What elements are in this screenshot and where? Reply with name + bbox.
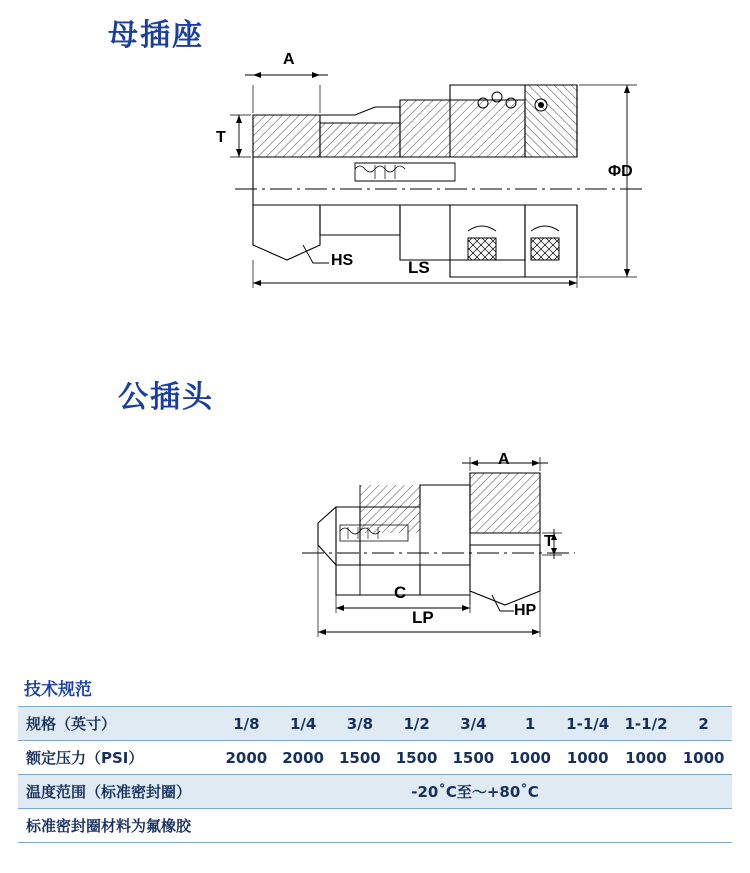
spec-size-0: 1/8 — [233, 714, 260, 733]
female-dim-t-label: T — [216, 129, 226, 146]
spec-temperature-label: 温度范围（标准密封圈） — [26, 783, 192, 801]
spec-size-label: 规格（英寸） — [26, 715, 117, 733]
male-dim-t-label: T — [544, 533, 554, 550]
table-row-note — [18, 809, 732, 843]
spec-pressure-label: 额定压力（PSI） — [26, 749, 144, 767]
section-title-male: 公插头 — [118, 380, 214, 415]
spec-size-5: 1 — [524, 714, 536, 733]
spec-note: 标准密封圈材料为氟橡胶 — [26, 817, 192, 835]
female-dim-a-label: A — [283, 51, 295, 68]
male-dim-c-label: C — [394, 583, 407, 602]
spec-pressure-1: 2000 — [282, 748, 324, 767]
spec-size-1: 1/4 — [289, 714, 317, 733]
table-row-temperature — [18, 775, 732, 809]
spec-size-2: 3/8 — [346, 714, 374, 733]
female-dim-phid-label: ΦD — [608, 163, 633, 180]
male-dim-lp-label: LP — [412, 608, 434, 627]
spec-pressure-2: 1500 — [339, 748, 381, 767]
table-row-size — [18, 707, 732, 741]
spec-pressure-8: 1000 — [682, 748, 725, 767]
male-plug-drawing — [300, 445, 590, 660]
section-title-female: 母插座 — [108, 18, 204, 53]
spec-size-8: 2 — [698, 714, 709, 733]
female-dim-ls-label: LS — [408, 258, 430, 277]
table-row-pressure — [18, 741, 732, 775]
spec-title: 技术规范 — [24, 680, 92, 700]
spec-size-7: 1-1/2 — [624, 714, 668, 733]
female-coupler-drawing — [216, 45, 665, 295]
spec-table — [18, 706, 732, 843]
male-dim-a-label: A — [498, 451, 510, 468]
spec-size-6: 1-1/4 — [566, 714, 610, 733]
male-dim-hp-label: HP — [514, 602, 537, 619]
spec-temperature-value: -20˚C至～+80˚C — [411, 783, 539, 801]
spec-pressure-5: 1000 — [509, 748, 551, 767]
female-dim-hs-label: HS — [331, 252, 354, 269]
spec-pressure-4: 1500 — [452, 748, 495, 767]
spec-pressure-6: 1000 — [566, 748, 609, 767]
spec-pressure-7: 1000 — [625, 748, 667, 767]
spec-size-4: 3/4 — [460, 714, 487, 733]
spec-pressure-3: 1500 — [395, 748, 438, 767]
spec-pressure-0: 2000 — [225, 748, 268, 767]
spec-size-3: 1/2 — [403, 714, 430, 733]
